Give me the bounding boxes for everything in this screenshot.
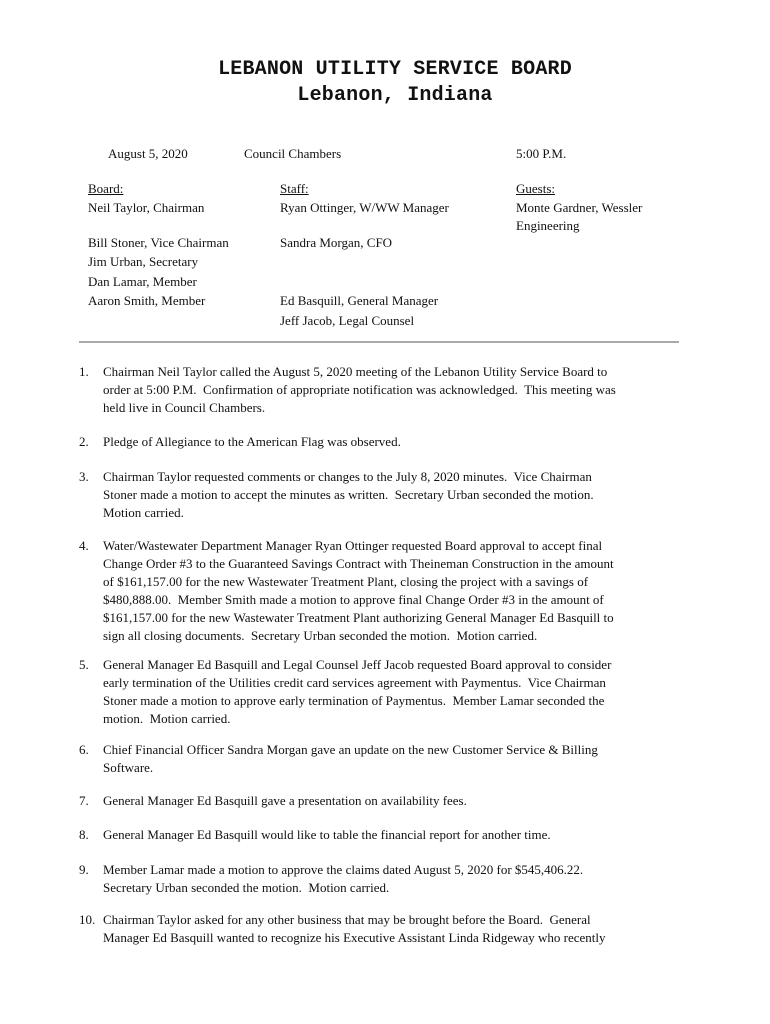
item-text-line: General Manager Ed Basquill gave a presentation on availability fees. xyxy=(103,793,467,808)
minutes-item xyxy=(79,656,679,728)
item-text xyxy=(103,363,679,417)
item-text xyxy=(103,537,679,645)
board-member: Bill Stoner, Vice Chairman xyxy=(88,235,229,250)
item-number: 5. xyxy=(79,657,89,672)
item-number: 2. xyxy=(79,434,89,449)
board-member: Neil Taylor, Chairman xyxy=(88,200,205,215)
minutes-item xyxy=(79,537,679,645)
meeting-date: August 5, 2020 xyxy=(108,146,188,161)
item-text-line: held live in Council Chambers. xyxy=(103,400,266,415)
item-number: 1. xyxy=(79,364,89,379)
item-text xyxy=(103,861,679,897)
item-text-line: motion. Motion carried. xyxy=(103,711,231,726)
item-number: 8. xyxy=(79,827,89,842)
item-text-line: Water/Wastewater Department Manager Ryan Ottinger requested Board approval to accept final xyxy=(103,538,603,553)
minutes-item xyxy=(79,741,679,777)
staff-member: Ed Basquill, General Manager xyxy=(280,293,439,308)
item-text-line: $161,157.00 for the new Wastewater Treatment Plant authorizing General Manager Ed Basquill to xyxy=(103,610,614,625)
item-text xyxy=(103,468,679,522)
item-text-line: Secretary Urban seconded the motion. Motion carried. xyxy=(103,880,390,895)
board-member: Aaron Smith, Member xyxy=(88,293,206,308)
item-text-line: Chairman Taylor requested comments or changes to the July 8, 2020 minutes. Vice Chairman xyxy=(103,469,592,484)
item-text-line: Pledge of Allegiance to the American Flag was observed. xyxy=(103,434,401,449)
item-number: 4. xyxy=(79,538,89,553)
item-text xyxy=(103,792,679,810)
item-text xyxy=(103,741,679,777)
guests-heading: Guests: xyxy=(516,181,555,196)
item-text-line: Stoner made a motion to approve early termination of Paymentus. Member Lamar seconded the xyxy=(103,693,605,708)
item-text-line: General Manager Ed Basquill would like to table the financial report for another time. xyxy=(103,827,551,842)
staff-member: Sandra Morgan, CFO xyxy=(280,235,393,250)
meeting-location: Council Chambers xyxy=(244,146,342,161)
item-number: 7. xyxy=(79,793,89,808)
minutes-item xyxy=(79,911,679,947)
minutes-item xyxy=(79,861,679,897)
item-text-line: Member Lamar made a motion to approve the claims dated August 5, 2020 for $545,406.22. xyxy=(103,862,584,877)
item-text xyxy=(103,656,679,728)
section-divider xyxy=(79,341,679,343)
item-text xyxy=(103,433,679,451)
meeting-time: 5:00 P.M. xyxy=(516,146,567,161)
item-text-line: $480,888.00. Member Smith made a motion to approve final Change Order #3 in the amount of xyxy=(103,592,604,607)
item-text-line: Motion carried. xyxy=(103,505,184,520)
item-text-line: Change Order #3 to the Guaranteed Savings Contract with Theineman Construction in the amount xyxy=(103,556,614,571)
item-number: 3. xyxy=(79,469,89,484)
staff-heading: Staff: xyxy=(280,181,309,196)
item-text-line: Chairman Neil Taylor called the August 5, 2020 meeting of the Lebanon Utility Service Board to xyxy=(103,364,608,379)
item-text xyxy=(103,826,679,844)
item-text-line: General Manager Ed Basquill and Legal Counsel Jeff Jacob requested Board approval to consider xyxy=(103,657,612,672)
item-text-line: Software. xyxy=(103,760,154,775)
item-text-line: order at 5:00 P.M. Confirmation of appropriate notification was acknowledged. This meeting was xyxy=(103,382,616,397)
item-text-line: sign all closing documents. Secretary Urban seconded the motion. Motion carried. xyxy=(103,628,538,643)
staff-member: Ryan Ottinger, W/WW Manager xyxy=(280,200,449,215)
board-title: LEBANON UTILITY SERVICE BOARD xyxy=(218,58,572,81)
board-member: Jim Urban, Secretary xyxy=(88,254,199,269)
item-text-line: of $161,157.00 for the new Wastewater Treatment Plant, closing the project with a savings of xyxy=(103,574,589,589)
minutes-item xyxy=(79,433,679,451)
minutes-item xyxy=(79,468,679,522)
guest-entry: Monte Gardner, Wessler xyxy=(516,200,643,215)
item-number: 6. xyxy=(79,742,89,757)
board-location-subtitle: Lebanon, Indiana xyxy=(297,84,493,107)
board-member: Dan Lamar, Member xyxy=(88,274,197,289)
minutes-item xyxy=(79,826,679,844)
item-text-line: Chief Financial Officer Sandra Morgan gave an update on the new Customer Service & Billing xyxy=(103,742,598,757)
minutes-item xyxy=(79,363,679,417)
item-text-line: Manager Ed Basquill wanted to recognize his Executive Assistant Linda Ridgeway who recently xyxy=(103,930,606,945)
board-heading: Board: xyxy=(88,181,124,196)
staff-member: Jeff Jacob, Legal Counsel xyxy=(280,313,415,328)
item-text-line: Chairman Taylor asked for any other business that may be brought before the Board. General xyxy=(103,912,591,927)
guest-entry: Engineering xyxy=(516,218,580,233)
item-number: 10. xyxy=(79,912,96,927)
minutes-item xyxy=(79,792,679,810)
item-text xyxy=(103,911,679,947)
item-text-line: Stoner made a motion to accept the minutes as written. Secretary Urban seconded the motion. xyxy=(103,487,594,502)
item-text-line: early termination of the Utilities credit card services agreement with Paymentus. Vice Chairman xyxy=(103,675,606,690)
item-number: 9. xyxy=(79,862,89,877)
